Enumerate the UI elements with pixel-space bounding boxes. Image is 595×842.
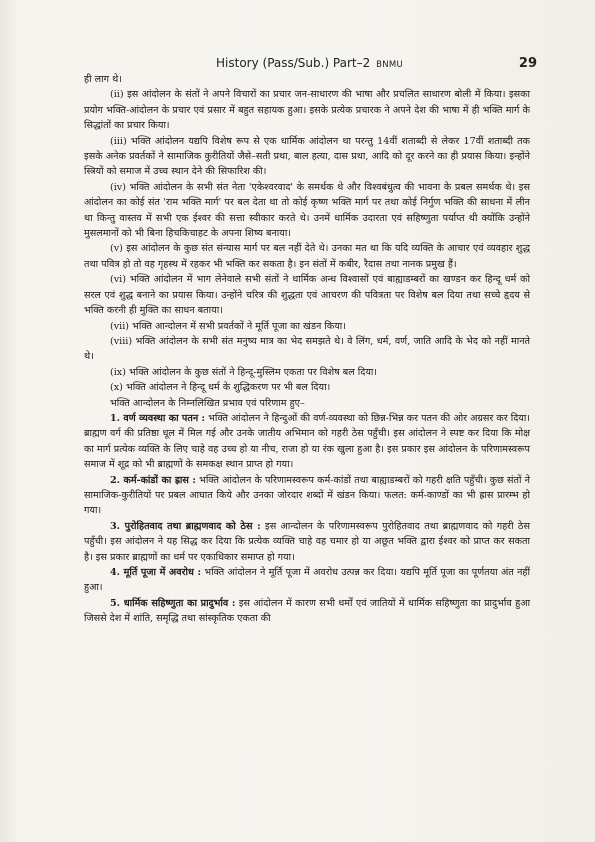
book-title: History (Pass/Sub.) Part–2 xyxy=(216,56,371,70)
paragraph: (vii) भक्ति आन्दोलन में सभी प्रवर्तकों ने मूर्ति पूजा का खंडन किया। xyxy=(110,320,346,332)
running-title xyxy=(216,56,403,70)
institution-name: BNMU xyxy=(376,60,404,70)
numbered-point: 4. मूर्ति पूजा में अवरोध : भक्ति आंदोलन ने मूर्ति पूजा में अवरोध उत्पन्न कर दिया। यद्यपि मूर्ति पूजा का पूर्णतया अंत नहीं हुआ। xyxy=(84,567,530,594)
paragraph: (ii) इस आंदोलन के संतों ने अपने विचारों का प्रचार जन-साधारण की भाषा और प्रचलित साधारण बोली में किया। इसका प्रयोग भक्ति-आंदोलन के प्रचार एवं प्रसार में बहुत सहायक हुआ। इसके प्रत्येक प्रचारक ने अपने देश की भाषा में ही भक्ति मार्ग के सिद्धांतों का प्रचार किया। xyxy=(84,89,530,132)
paragraph: (iii) भक्ति आंदोलन यद्यपि विशेष रूप से एक धार्मिक आंदोलन था परन्तु 14वीं शताब्दी से लेकर 17वीं शताब्दी तक इसके अनेक प्रवर्तकों ने सामाजिक कुरीतियों जैसे–सती प्रथा, बाल हत्या, दास प्रथा, आदि को दूर करने का ही प्रयास किया। इन्होंने स्त्रियों को समाज में उच्च स्थान देने की सिफारिश की। xyxy=(84,135,530,178)
numbered-point: 2. कर्म-कांडों का ह्रास : भक्ति आंदोलन के परिणामस्वरूप कर्म-कांडों तथा बाह्याडम्बरों को गहरी क्षति पहुँची। कुछ संतों ने सामाजिक-कुरीतियों पर प्रबल आघात किये और उनका जोरदार शब्दों में खंडन किया। फलत: कर्म-काण्डों का भी ह्रास प्रारम्भ हो गया। xyxy=(84,474,530,517)
paragraph: (x) भक्ति आंदोलन ने हिन्दू धर्म के शुद्धिकरण पर भी बल दिया। xyxy=(110,382,331,394)
paragraph: (vi) भक्ति आंदोलन में भाग लेनेवाले सभी संतों ने धार्मिक अन्ध विश्वासों एवं बाह्याडम्बरों का खण्डन कर हिन्दू धर्म को सरल एवं शुद्ध बनाने का प्रयास किया। उन्होंने चरित्र की शुद्धता एवं आचरण की पवित्रता पर विशेष बल दिया तथा सच्चे हृदय से भक्ति करनी ही मुक्ति का साधन बताया। xyxy=(84,274,530,317)
point-heading: 1. वर्ण व्यवस्था का पतन : xyxy=(110,412,206,424)
numbered-point: 1. वर्ण व्यवस्था का पतन : भक्ति आंदोलन ने हिन्दुओं की वर्ण-व्यवस्था को छिन्न-भिन्न कर पतन की ओर अग्रसर कर दिया। ब्राह्मण वर्ग की प्रतिष्ठा धूल में मिल गई और उनके जातीय अभिमान को गहरी ठेस पहुँची। इस आंदोलन ने स्पष्ट कर दिया कि मोक्ष का मार्ग प्रत्येक व्यक्ति के लिए चाहे वह उच्च हो या नीच, राजा हो या रंक खुला हुआ है। इस प्रकार इस आंदोलन के परिणामस्वरूप समाज में शूद्र को भी ब्राह्मणों के समकक्ष स्थान प्राप्त हो गया। xyxy=(84,412,530,471)
paragraph: (v) इस आंदोलन के कुछ संत संन्यास मार्ग पर बल नहीं देते थे। उनका मत था कि यदि व्यक्ति के आचार एवं व्यवहार शुद्ध तथा पवित्र हो तो वह गृहस्थ में रहकर भी भक्ति कर सकता है। इन संतों में कबीर, रैदास तथा नानक प्रमुख हैं। xyxy=(84,243,530,270)
paragraph: (viii) भक्ति आंदोलन के सभी संत मनुष्य मात्र का भेद समझते थे। वे लिंग, धर्म, वर्ण, जाति आदि के भेद को नहीं मानते थे। xyxy=(84,335,530,363)
numbered-point: 3. पुरोहितवाद तथा ब्राह्मणवाद को ठेस : इस आन्दोलन के परिणामस्वरूप पुरोहितवाद तथा ब्राह्मणवाद को गहरी ठेस पहुँची। इस आंदोलन ने यह सिद्ध कर दिया कि प्रत्येक व्यक्ति चाहे वह चमार हो या अछूत भक्ति द्वारा ईश्वर को प्राप्त कर सकता है। इस प्रकार ब्राह्मणों का धर्म पर एकाधिकार समाप्त हो गया। xyxy=(84,520,530,563)
point-heading: 3. पुरोहितवाद तथा ब्राह्मणवाद को ठेस : xyxy=(110,520,261,532)
page-body xyxy=(84,72,530,627)
section-intro: भक्ति आन्दोलन के निम्नलिखित प्रभाव एवं परिणाम हुए– xyxy=(110,397,305,409)
point-heading: 2. कर्म-कांडों का ह्रास : xyxy=(110,474,196,486)
point-heading: 5. धार्मिक सहिष्णुता का प्रादुर्भाव : xyxy=(110,597,236,609)
numbered-point: 5. धार्मिक सहिष्णुता का प्रादुर्भाव : इस आंदोलन में कारण सभी धर्मों एवं जातियों में धार्मिक सहिष्णुता का प्रादुर्भाव हुआ जिससे देश में शांति, समृद्धि तथा सांस्कृतिक एकता की xyxy=(84,597,530,625)
paragraph: (ix) भक्ति आंदोलन के कुछ संतों ने हिन्दू-मुस्लिम एकता पर विशेष बल दिया। xyxy=(110,366,378,378)
paragraph: (iv) भक्ति आंदोलन के सभी संत नेता 'एकेश्वरवाद' के समर्थक थे और विश्वबंधुत्व की भावना के प्रबल समर्थक थे। इस आंदोलन का कोई संत 'राम भक्ति मार्ग' पर बल देता था तो कोई कृष्ण भक्ति मार्ग पर तथा कोई निर्गुण भक्ति की साधना में लीन था किन्तु वास्तव में सभी एक ईश्वर की सत्ता स्वीकार करते थे। उनमें धार्मिक उदारता एवं सहिष्णुता पर्याप्त थी क्योंकि उन्होंने मुसलमानों को भी बिना हिचकिचाहट के अपना शिष्य बनाया। xyxy=(84,181,530,240)
point-heading: 4. मूर्ति पूजा में अवरोध : xyxy=(110,567,202,578)
paragraph: ही लाग थे। xyxy=(84,74,122,85)
page-number: 29 xyxy=(518,56,537,71)
